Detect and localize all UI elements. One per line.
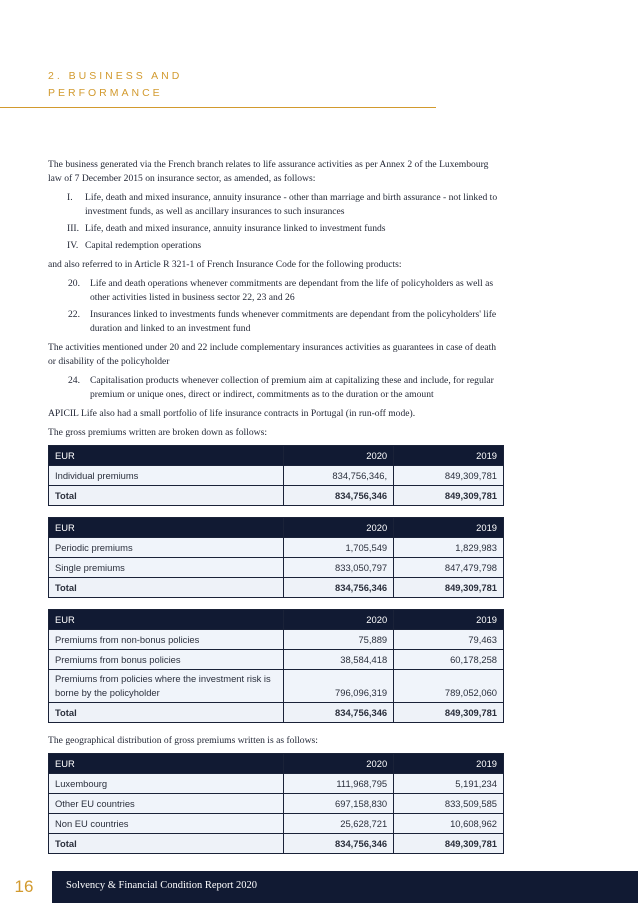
list-item <box>48 191 504 219</box>
list-number: III. <box>67 223 79 234</box>
total-value: 834,756,346 <box>284 703 394 723</box>
cell-value: 60,178,258 <box>394 650 504 670</box>
list-text: Insurances linked to investments funds whenever commitments are dependant from the policyholders' life duration and linked to an investment fund <box>90 309 497 334</box>
total-value: 834,756,346 <box>284 834 394 854</box>
list-number: 22. <box>68 309 80 320</box>
list-item <box>48 277 504 305</box>
geographical-intro: The geographical distribution of gross premiums written is as follows: <box>48 735 318 746</box>
title-divider <box>0 107 436 108</box>
table-total-row <box>49 486 504 506</box>
list-text: Capitalisation products whenever collection of premium aim at capitalizing these and include, for regular premium or unique ones, direct or indirect, commitments as to the duration or the amount <box>90 375 494 400</box>
header-cell: EUR <box>49 446 284 466</box>
table-row <box>49 774 504 794</box>
cell-value: 833,509,585 <box>394 794 504 814</box>
list-number: I. <box>67 192 73 203</box>
table-row <box>49 538 504 558</box>
roman-list <box>48 191 504 253</box>
section-title-line2: PERFORMANCE <box>48 87 163 99</box>
cell-value: 834,756,346, <box>284 466 394 486</box>
cell-value: 697,158,830 <box>284 794 394 814</box>
table-row <box>49 630 504 650</box>
header-cell: EUR <box>49 518 284 538</box>
code-list <box>48 277 504 336</box>
table-header-row <box>49 518 504 538</box>
intro-paragraph: The business generated via the French branch relates to life assurance activities as per Annex 2 of the Luxembourg law of 7 December 2015 on insurance sector, as amended, as follows: <box>48 159 489 184</box>
header-cell: 2020 <box>284 610 394 630</box>
total-label: Total <box>49 578 284 598</box>
footer-bar <box>52 871 638 903</box>
table-row <box>49 794 504 814</box>
total-label: Total <box>49 703 284 723</box>
cell-value: 849,309,781 <box>394 466 504 486</box>
row-label: Premiums from policies where the investment risk is borne by the policyholder <box>49 670 284 703</box>
cell-value: 75,889 <box>284 630 394 650</box>
cell-value: 111,968,795 <box>284 774 394 794</box>
list-number: IV. <box>67 240 79 251</box>
premium-type-table <box>48 517 504 598</box>
table-row <box>49 670 504 703</box>
page-content <box>48 158 504 865</box>
activities-paragraph: The activities mentioned under 20 and 22 include complementary insurances activities as guarantees in case of death or disability of the policyholder <box>48 342 497 367</box>
section-title <box>48 68 182 102</box>
cell-value: 79,463 <box>394 630 504 650</box>
header-cell: EUR <box>49 610 284 630</box>
total-value: 849,309,781 <box>394 703 504 723</box>
page-number: 16 <box>14 877 34 896</box>
list-text: Life, death and mixed insurance, annuity insurance - other than marriage and birth assurance - not linked to investment funds, as well as ancillary insurances to such insurances <box>85 192 498 217</box>
cell-value: 10,608,962 <box>394 814 504 834</box>
cell-value: 5,191,234 <box>394 774 504 794</box>
table-row <box>49 558 504 578</box>
article-paragraph: and also referred to in Article R 321-1 of French Insurance Code for the following products: <box>48 259 402 270</box>
cell-value: 38,584,418 <box>284 650 394 670</box>
row-label: Non EU countries <box>49 814 284 834</box>
table-total-row <box>49 834 504 854</box>
cell-value: 847,479,798 <box>394 558 504 578</box>
list-text: Capital redemption operations <box>85 240 202 251</box>
header-cell: 2019 <box>394 610 504 630</box>
total-value: 834,756,346 <box>284 578 394 598</box>
row-label: Premiums from non-bonus policies <box>49 630 284 650</box>
cell-value: 789,052,060 <box>394 670 504 703</box>
total-label: Total <box>49 486 284 506</box>
row-label: Luxembourg <box>49 774 284 794</box>
list-number: 24. <box>68 375 80 386</box>
code-list-2 <box>48 374 504 402</box>
header-cell: 2020 <box>284 518 394 538</box>
header-cell: 2019 <box>394 518 504 538</box>
table-total-row <box>49 578 504 598</box>
header-cell: 2019 <box>394 754 504 774</box>
header-cell: EUR <box>49 754 284 774</box>
row-label: Premiums from bonus policies <box>49 650 284 670</box>
geographical-table <box>48 753 504 854</box>
table-total-row <box>49 703 504 723</box>
list-text: Life and death operations whenever commitments are dependant from the life of policyholders as well as other activities listed in business sector 22, 23 and 26 <box>90 278 494 303</box>
cell-value: 25,628,721 <box>284 814 394 834</box>
cell-value: 796,096,319 <box>284 670 394 703</box>
table-row <box>49 814 504 834</box>
table-row <box>49 466 504 486</box>
total-value: 849,309,781 <box>394 486 504 506</box>
table-row <box>49 650 504 670</box>
row-label: Other EU countries <box>49 794 284 814</box>
premiums-table <box>48 445 504 506</box>
header-cell: 2019 <box>394 446 504 466</box>
list-item <box>48 239 504 253</box>
total-value: 849,309,781 <box>394 578 504 598</box>
row-label: Periodic premiums <box>49 538 284 558</box>
report-title: Solvency & Financial Condition Report 2020 <box>66 880 258 891</box>
cell-value: 833,050,797 <box>284 558 394 578</box>
list-item <box>48 222 504 236</box>
list-text: Life, death and mixed insurance, annuity insurance linked to investment funds <box>85 223 386 234</box>
cell-value: 1,705,549 <box>284 538 394 558</box>
list-number: 20. <box>68 278 80 289</box>
list-item <box>48 308 504 336</box>
row-label: Single premiums <box>49 558 284 578</box>
gross-premiums-intro: The gross premiums written are broken down as follows: <box>48 427 268 438</box>
list-item <box>48 374 504 402</box>
table-header-row <box>49 446 504 466</box>
section-title-line1: 2. BUSINESS AND <box>48 70 183 82</box>
total-value: 849,309,781 <box>394 834 504 854</box>
portugal-paragraph: APICIL Life also had a small portfolio of life insurance contracts in Portugal (in run-off mode). <box>48 408 416 419</box>
header-cell: 2020 <box>284 754 394 774</box>
bonus-policies-table <box>48 609 504 723</box>
header-cell: 2020 <box>284 446 394 466</box>
total-label: Total <box>49 834 284 854</box>
table-header-row <box>49 754 504 774</box>
cell-value: 1,829,983 <box>394 538 504 558</box>
table-header-row <box>49 610 504 630</box>
row-label: Individual premiums <box>49 466 284 486</box>
total-value: 834,756,346 <box>284 486 394 506</box>
